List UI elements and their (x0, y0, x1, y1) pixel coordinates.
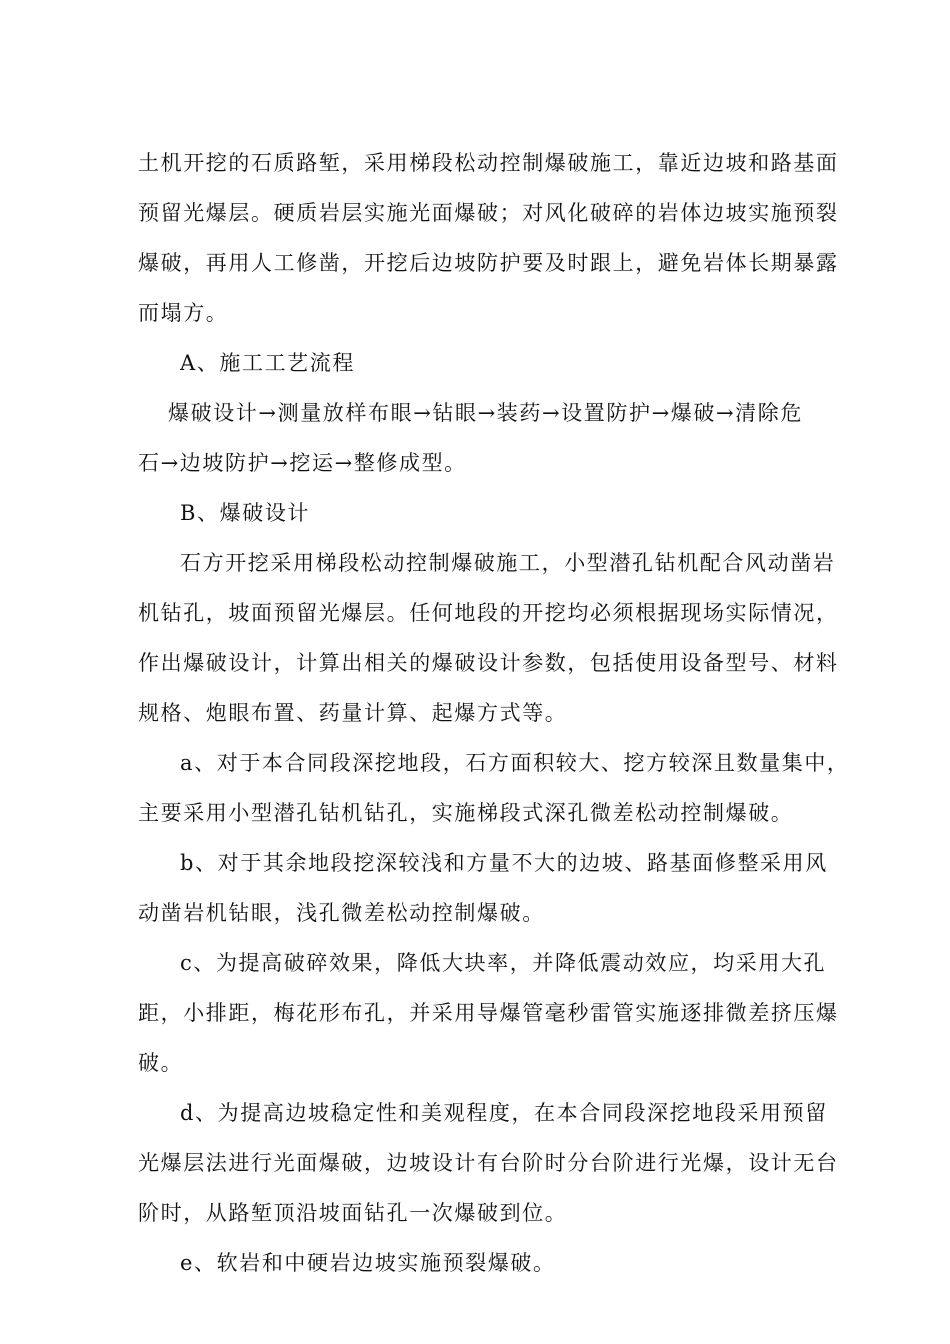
text-line: a、对于本合同段深挖地段，石方面积较大、挖方较深且数量集中， (180, 751, 850, 775)
text-line: e、软岩和中硬岩边坡实施预裂爆破。 (180, 1251, 556, 1275)
text-line: 爆破设计→测量放样布眼→钻眼→装药→设置防护→爆破→清除危 (168, 401, 803, 425)
text-line: 作出爆破设计，计算出相关的爆破设计参数，包括使用设备型号、材料 (138, 651, 839, 675)
text-line: 规格、炮眼布置、药量计算、起爆方式等。 (138, 701, 568, 725)
section-heading-b: B、爆破设计 (180, 501, 311, 525)
text-line: 主要采用小型潜孔钻机钻孔，实施梯段式深孔微差松动控制爆破。 (138, 801, 794, 825)
text-line: 动凿岩机钻眼，浅孔微差松动控制爆破。 (138, 901, 545, 925)
text-line: 石方开挖采用梯段松动控制爆破施工，小型潜孔钻机配合风动凿岩 (180, 551, 836, 575)
text-line: c、为提高破碎效果，降低大块率，并降低震动效应，均采用大孔 (180, 951, 827, 975)
text-line: 而塌方。 (138, 301, 229, 325)
text-line: 距，小排距，梅花形布孔，并采用导爆管毫秒雷管实施逐排微差挤压爆 (138, 1001, 839, 1025)
text-line: b、对于其余地段挖深较浅和方量不大的边坡、路基面修整采用风 (180, 851, 828, 875)
text-line: 机钻孔，坡面预留光爆层。任何地段的开挖均必须根据现场实际情况， (138, 601, 839, 625)
text-line: 土机开挖的石质路堑，采用梯段松动控制爆破施工，靠近边坡和路基面 (138, 151, 839, 175)
text-line: 预留光爆层。硬质岩层实施光面爆破；对风化破碎的岩体边坡实施预裂 (138, 201, 839, 225)
section-heading-a: A、施工工艺流程 (180, 351, 355, 375)
text-line: d、为提高边坡稳定性和美观程度，在本合同段深挖地段采用预留 (180, 1101, 828, 1125)
text-line: 阶时，从路堑顶沿坡面钻孔一次爆破到位。 (138, 1201, 568, 1225)
text-line: 光爆层法进行光面爆破，边坡设计有台阶时分台阶进行光爆，设计无台 (138, 1151, 839, 1175)
text-line: 石→边坡防护→挖运→整修成型。 (138, 451, 467, 475)
text-line: 破。 (138, 1051, 184, 1075)
text-line: 爆破，再用人工修凿，开挖后边坡防护要及时跟上，避免岩体长期暴露 (138, 251, 839, 275)
